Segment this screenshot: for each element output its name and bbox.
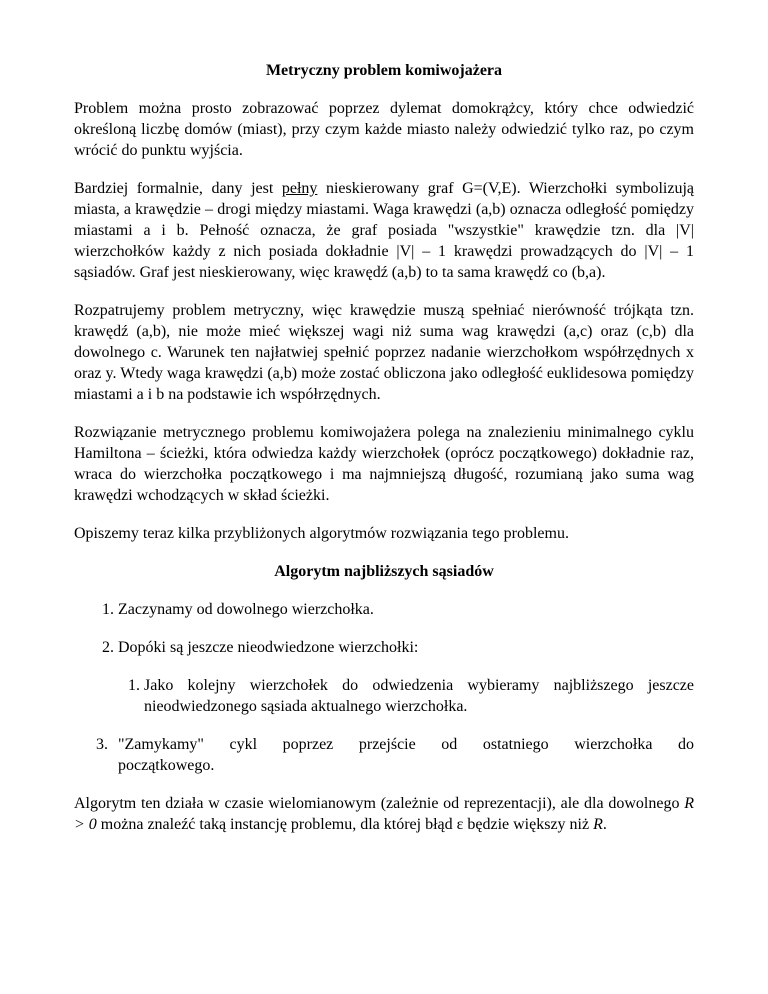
math-expression: R > 0 <box>74 795 694 833</box>
list-item <box>118 637 694 717</box>
list-item: 1. Zaczynamy od dowolnego wierzchołka. <box>118 599 694 620</box>
underlined-term: pełny <box>281 180 318 197</box>
list-item-text: "Zamykamy" cykl poprzez przejście od ostatniego wierzchołka do <box>118 736 694 753</box>
page-title: Metryczny problem komiwojażera <box>265 62 503 79</box>
metric-paragraph: Rozpatrujemy problem metryczny, więc krawędzie muszą spełniać nierówność trójkąta tzn. krawędź (a,b), nie może mieć większej wagi niż suma wag krawędzi (a,c) oraz (c,b) dla dowolnego c. Warunek ten najłatwiej spełnić poprzez nadanie wierzchołkom współrzędnych x oraz y. Wtedy waga krawędzi (a,b) może zostać obliczona jako odległość euklidesowa pomiędzy miastami a i b na podstawie ich współrzędnych. <box>74 302 694 403</box>
formal-definition-paragraph <box>74 178 694 283</box>
sub-list-item: 1. Jako kolejny wierzchołek do odwiedzenia wybieramy najbliższego jeszcze nieodwiedzonego sąsiada aktualnego wierzchołka. <box>144 675 694 717</box>
intro-paragraph: Problem można prosto zobrazować poprzez dylemat domokrążcy, który chce odwiedzić określoną liczbę domów (miast), przy czym każde miasto należy odwiedzić tylko raz, po czym wrócić do punktu wyjścia. <box>74 100 694 159</box>
hamilton-paragraph: Rozwiązanie metrycznego problemu komiwojażera polega na znalezieniu minimalnego cyklu Hamiltona – ścieżki, która odwiedza każdy wierzchołek (oprócz początkowego) dokładnie raz, wraca do wierzchołka początkowego i ma najmniejszą długość, rozumianą jako suma wag krawędzi wchodzących w skład ścieżki. <box>74 424 694 504</box>
algorithm-substeps <box>118 675 694 717</box>
algorithm-steps <box>74 599 694 776</box>
text-span: nieskierowany graf G=(V,E). Wierzchołki symbolizują miasta, a krawędzie – drogi między miastami. Waga krawędzi (a,b) oznacza odległość pomiędzy miastami a i b. Pełność oznacza, że graf posiada "wszystkie" krawędzie tzn. dla |V| wierzchołków każdy z nich posiada dokładnie |V| – 1 krawędzi prowadzących do |V| – 1 sąsiadów. Graf jest nieskierowany, więc krawędź (a,b) to ta sama krawędź co (b,a). <box>74 180 694 281</box>
list-item-text: Dopóki są jeszcze nieodwiedzone wierzchołki: <box>118 639 419 656</box>
document-page <box>74 60 694 852</box>
algorithms-intro-paragraph: Opiszemy teraz kilka przybliżonych algorytmów rozwiązania tego problemu. <box>74 525 569 542</box>
list-item-number: 3. <box>96 736 108 753</box>
section-title: Algorytm najbliższych sąsiadów <box>274 563 494 580</box>
math-expression: R <box>593 816 603 833</box>
list-item <box>74 734 694 776</box>
complexity-paragraph <box>74 793 694 835</box>
text-span: można znaleźć taką instancję problemu, dla której błąd ε będzie większy niż <box>96 816 594 833</box>
text-span: . <box>602 816 607 833</box>
text-span: Algorytm ten działa w czasie wielomianowym (zależnie od reprezentacji), ale dla dowolnego <box>74 795 685 812</box>
list-item-text: początkowego. <box>118 757 215 774</box>
text-span: Bardziej formalnie, dany jest <box>74 180 282 197</box>
